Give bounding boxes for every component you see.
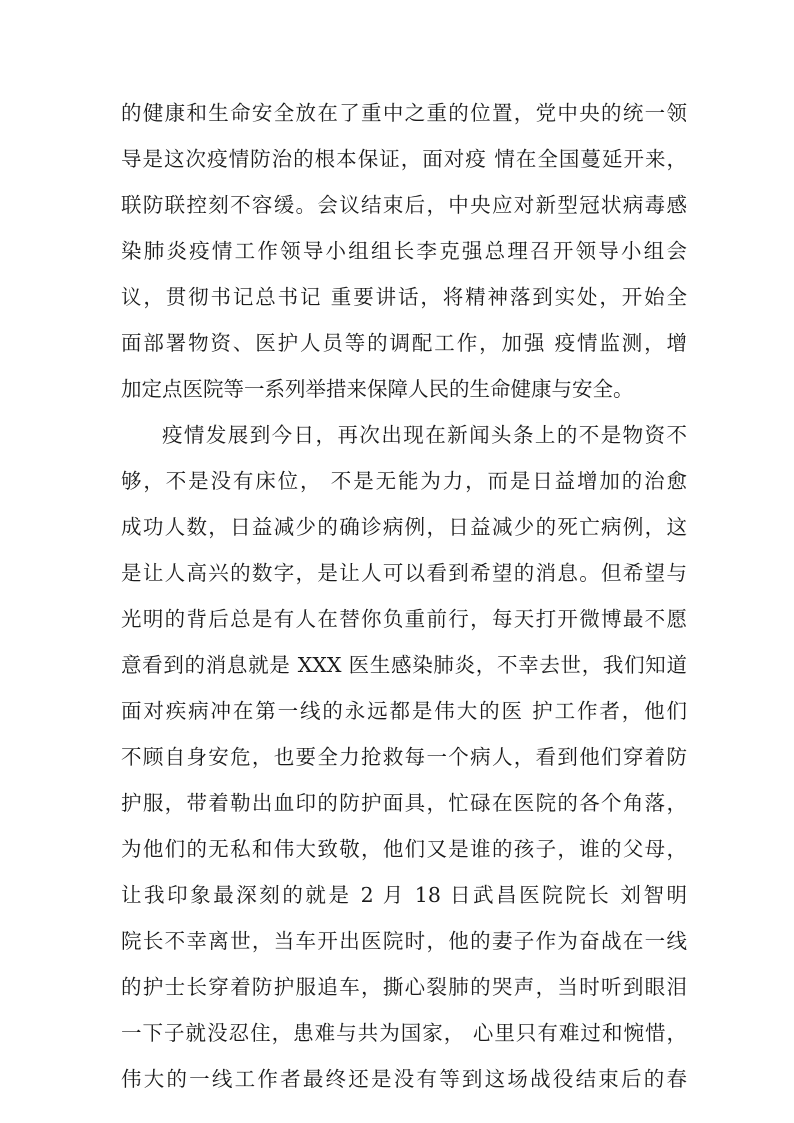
text-line: 面对疾病冲在第一线的永远都是伟大的医 护工作者，他们 xyxy=(121,699,687,723)
text-line: 够，不是没有床位， 不是无能为力，而是日益增加的治愈 xyxy=(121,469,687,493)
text-line: 光明的背后总是有人在替你负重前行，每天打开微博最不愿 xyxy=(121,607,687,631)
text-line: 议，贯彻书记总书记 重要讲话，将精神落到实处，开始全 xyxy=(121,285,687,309)
text-line: 为他们的无私和伟大致敬，他们又是谁的孩子，谁的父母， xyxy=(121,837,687,861)
paragraph-first-line: 疫情发展到今日，再次出现在新闻头条上的不是物资不 xyxy=(162,423,687,447)
text-line: 面部署物资、医护人员等的调配工作，加强 疫情监测，增 xyxy=(121,331,687,355)
text-line: 一下子就没忍住，患难与共为国家， 心里只有难过和惋惜， xyxy=(121,1021,687,1045)
text-line: 护服，带着勒出血印的防护面具，忙碌在医院的各个角落， xyxy=(121,791,687,815)
text-line: 联防联控刻不容缓。会议结束后，中央应对新型冠状病毒感 xyxy=(121,193,687,217)
text-line: 不顾自身安危，也要全力抢救每一个病人，看到他们穿着防 xyxy=(121,745,687,769)
text-line: 加定点医院等一系列举措来保障人民的生命健康与安全。 xyxy=(121,377,634,401)
text-line: 让我印象最深刻的就是 2 月 18 日武昌医院院长 刘智明 xyxy=(121,883,687,907)
text-line: 的健康和生命安全放在了重中之重的位置，党中央的统一领 xyxy=(121,101,687,125)
text-line: 导是这次疫情防治的根本保证，面对疫 情在全国蔓延开来， xyxy=(121,147,687,171)
text-line: 是让人高兴的数字，是让人可以看到希望的消息。但希望与 xyxy=(121,561,687,585)
text-line: 院长不幸离世，当车开出医院时，他的妻子作为奋战在一线 xyxy=(121,929,687,953)
text-line: 染肺炎疫情工作领导小组组长李克强总理召开领导小组会 xyxy=(121,239,687,263)
text-line: 意看到的消息就是 XXX 医生感染肺炎，不幸去世，我们知道 xyxy=(121,653,687,677)
text-line: 伟大的一线工作者最终还是没有等到这场战役结束后的春 xyxy=(121,1067,687,1091)
text-line: 成功人数，日益减少的确诊病例，日益减少的死亡病例，这 xyxy=(121,515,687,539)
text-line: 的护士长穿着防护服追车，撕心裂肺的哭声，当时听到眼泪 xyxy=(121,975,687,999)
